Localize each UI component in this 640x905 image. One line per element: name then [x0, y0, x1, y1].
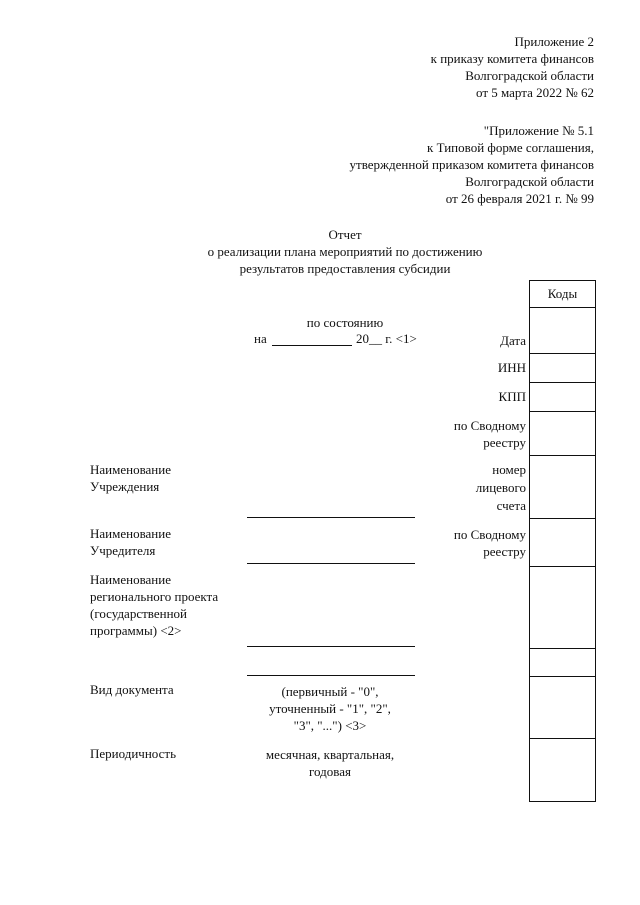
- code-label-account-line: лицевого: [475, 480, 526, 495]
- code-label-account-line: номер: [492, 462, 526, 477]
- codes-separator: [530, 307, 595, 308]
- code-label-svod2-line: реестру: [483, 544, 526, 559]
- as-of-label: по состоянию: [306, 315, 384, 330]
- founder-label: [90, 525, 240, 559]
- institution-label-line: Наименование: [90, 462, 171, 477]
- quoted-appendix-line: к Типовой форме соглашения,: [427, 140, 594, 155]
- project-label-line: Наименование: [90, 572, 171, 587]
- appendix-line: Волгоградской области: [465, 68, 594, 83]
- code-label-svod-line: по Сводному: [453, 418, 526, 433]
- codes-separator: [530, 676, 595, 677]
- appendix-line: от 5 марта 2022 № 62: [475, 85, 594, 100]
- appendix-line: Приложение 2: [514, 34, 594, 49]
- codes-header: Коды: [547, 286, 578, 301]
- appendix-line: к приказу комитета финансов: [430, 51, 594, 66]
- project-label: [90, 571, 240, 639]
- doc-type-note-line: "3", "...") <3>: [293, 718, 367, 733]
- institution-label: [90, 461, 240, 495]
- founder-label-line: Наименование: [90, 526, 171, 541]
- doc-type-note-line: уточненный - "1", "2",: [269, 701, 391, 716]
- project-blank-line: [247, 646, 415, 647]
- periodicity-note-line: годовая: [309, 764, 351, 779]
- founder-label-line: Учредителя: [90, 543, 156, 558]
- project-blank-line-2: [247, 675, 415, 676]
- report-title-block: [140, 226, 550, 277]
- date-blank-line: [272, 345, 352, 346]
- periodicity-note: [240, 746, 420, 780]
- code-label-svod2-line: по Сводному: [453, 527, 526, 542]
- doc-type-note: [240, 683, 420, 734]
- codes-separator: [530, 411, 595, 412]
- report-subtitle-line: о реализации плана мероприятий по достижению: [207, 244, 483, 259]
- quoted-appendix-line: Волгоградской области: [465, 174, 594, 189]
- date-year-label: 20__ г. <1>: [356, 331, 417, 346]
- date-prefix: на: [254, 331, 267, 346]
- codes-separator: [530, 648, 595, 649]
- codes-separator: [530, 382, 595, 383]
- code-label-date: Дата: [500, 333, 526, 348]
- codes-separator: [530, 738, 595, 739]
- doc-type-note-line: (первичный - "0",: [281, 684, 379, 699]
- codes-table: [529, 280, 596, 802]
- project-label-line: программы) <2>: [90, 623, 182, 638]
- institution-label-line: Учреждения: [90, 479, 160, 494]
- codes-separator: [530, 518, 595, 519]
- periodicity-label: Периодичность: [90, 746, 177, 761]
- project-label-line: регионального проекта: [90, 589, 219, 604]
- doc-type-label: Вид документа: [90, 682, 174, 697]
- periodicity-note-line: месячная, квартальная,: [265, 747, 395, 762]
- quoted-appendix-line: от 26 февраля 2021 г. № 99: [445, 191, 594, 206]
- founder-blank-line: [247, 563, 415, 564]
- codes-separator: [530, 353, 595, 354]
- code-label-svod-line: реестру: [483, 435, 526, 450]
- report-subtitle-line: результатов предоставления субсидии: [239, 261, 451, 276]
- quoted-appendix-line: утвержденной приказом комитета финансов: [349, 157, 594, 172]
- code-label-kpp: КПП: [498, 389, 526, 404]
- quoted-appendix-header: [194, 122, 594, 207]
- quoted-appendix-line: "Приложение № 5.1: [483, 123, 594, 138]
- project-label-line: (государственной: [90, 606, 187, 621]
- report-title: Отчет: [328, 227, 362, 242]
- codes-separator: [530, 455, 595, 456]
- code-label-account-line: счета: [496, 498, 526, 513]
- institution-blank-line: [247, 517, 415, 518]
- codes-separator: [530, 566, 595, 567]
- appendix-header: [194, 33, 594, 101]
- code-label-inn: ИНН: [497, 360, 526, 375]
